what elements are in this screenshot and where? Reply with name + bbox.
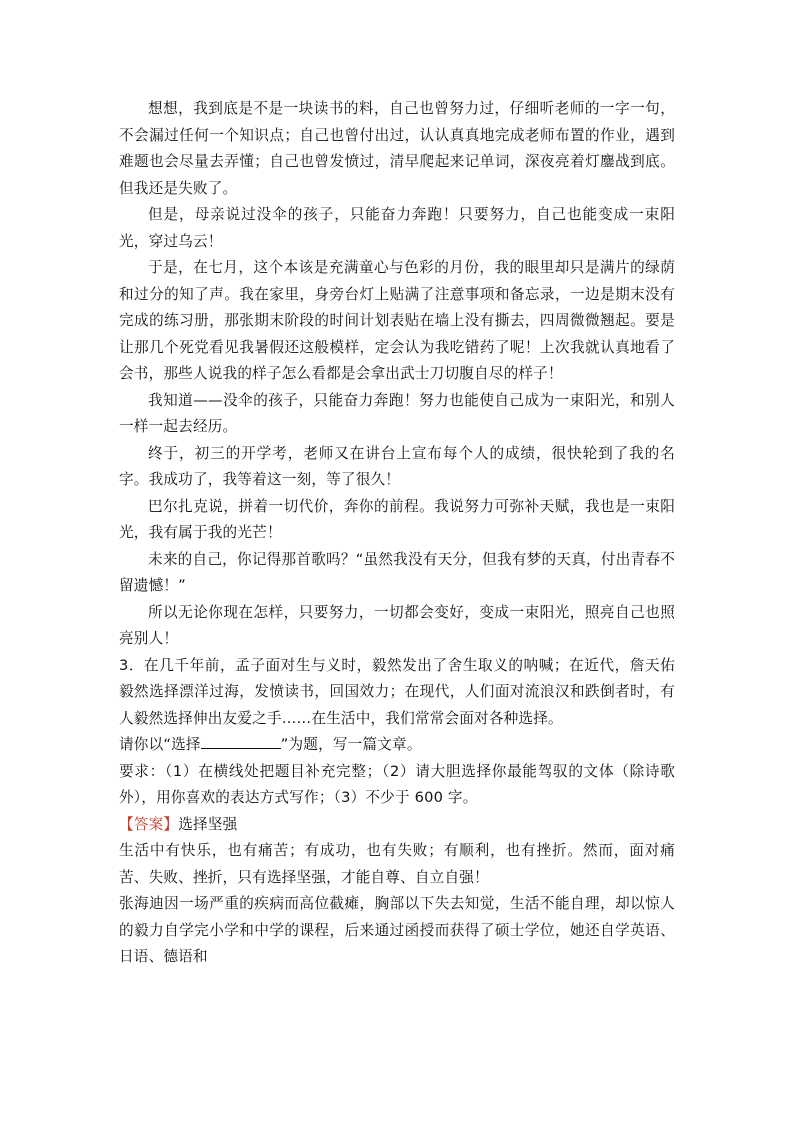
essay-paragraph: 终于，初三的开学考，老师又在讲台上宣布每个人的成绩，很快轮到了我的名字。我成功了，我等着这一刻，等了很久！ bbox=[119, 444, 675, 488]
question-text: 3．在几千年前，孟子面对生与义时，毅然发出了舍生取义的呐喊；在近代，詹天佑毅然选择漂洋过海，发愤读书，回国效力；在现代，人们面对流浪汉和跌倒者时，有人毅然选择伸出友爱之手……在生活中，我们常常会面对各种选择。 bbox=[119, 656, 675, 727]
essay-paragraph: 于是，在七月，这个本该是充满童心与色彩的月份，我的眼里却只是满片的绿荫和过分的知了声。我在家里，身旁台灯上贴满了注意事项和备忘录，一边是期末没有完成的练习册，那张期末阶段的时间计划表贴在墙上没有撕去，四周微微翘起。要是让那几个死党看见我暑假还这般模样，定会认为我吃错药了呢！上次我就认真地看了会书，那些人说我的样子怎么看都是会拿出武士刀切腹自尽的样子！ bbox=[119, 259, 675, 382]
answer-heading bbox=[119, 812, 675, 839]
prompt-after: ”为题，写一篇文章。 bbox=[280, 736, 422, 753]
essay-paragraph: 我知道——没伞的孩子，只能奋力奔跑！努力也能使自己成为一束阳光，和别人一样一起去经历。 bbox=[119, 391, 675, 435]
question-requirements: 要求：（1）在横线处把题目补充完整；（2）请大胆选择你最能驾驭的文体（除诗歌外），用你喜欢的表达方式写作；（3）不少于 600 字。 bbox=[119, 762, 675, 806]
answer-paragraph: 张海迪因一场严重的疾病而高位截瘫，胸部以下失去知觉，生活不能自理，却以惊人的毅力自学完小学和中学的课程，后来通过函授而获得了硕士学位，她还自学英语、日语、德语和 bbox=[119, 895, 675, 965]
essay-paragraph: 巴尔扎克说，拼着一切代价，奔你的前程。我说努力可弥补天赋，我也是一束阳光，我有属于我的光芒！ bbox=[119, 497, 675, 541]
essay-paragraph: 想想，我到底是不是一块读书的料，自己也曾努力过，仔细听老师的一字一句，不会漏过任何一个知识点；自己也曾付出过，认认真真地完成老师布置的作业，遇到难题也会尽量去弄懂；自己也曾发愤过，清早爬起来记单词，深夜亮着灯鏖战到底。但我还是失败了。 bbox=[119, 100, 675, 197]
prompt-before: 请你以“选择 bbox=[119, 736, 201, 753]
answer-tag: 【答案】 bbox=[119, 815, 179, 833]
essay-paragraph: 未来的自己，你记得那首歌吗？“虽然我没有天分，但我有梦的天真，付出青春不留遗憾！” bbox=[119, 550, 675, 594]
essay-paragraph: 所以无论你现在怎样，只要努力，一切都会变好，变成一束阳光，照亮自己也照亮别人！ bbox=[119, 603, 675, 647]
answer-paragraph: 生活中有快乐，也有痛苦；有成功，也有失败；有顺利，也有挫折。然而，面对痛苦、失败、挫折，只有选择坚强，才能自尊、自立自强！ bbox=[119, 842, 675, 886]
title-blank bbox=[201, 733, 281, 749]
essay-paragraph: 但是，母亲说过没伞的孩子，只能奋力奔跑！只要努力，自己也能变成一束阳光，穿过乌云！ bbox=[119, 206, 675, 250]
question-prompt bbox=[119, 732, 675, 759]
document-page bbox=[119, 96, 675, 971]
answer-title: 选择坚强 bbox=[178, 815, 238, 833]
